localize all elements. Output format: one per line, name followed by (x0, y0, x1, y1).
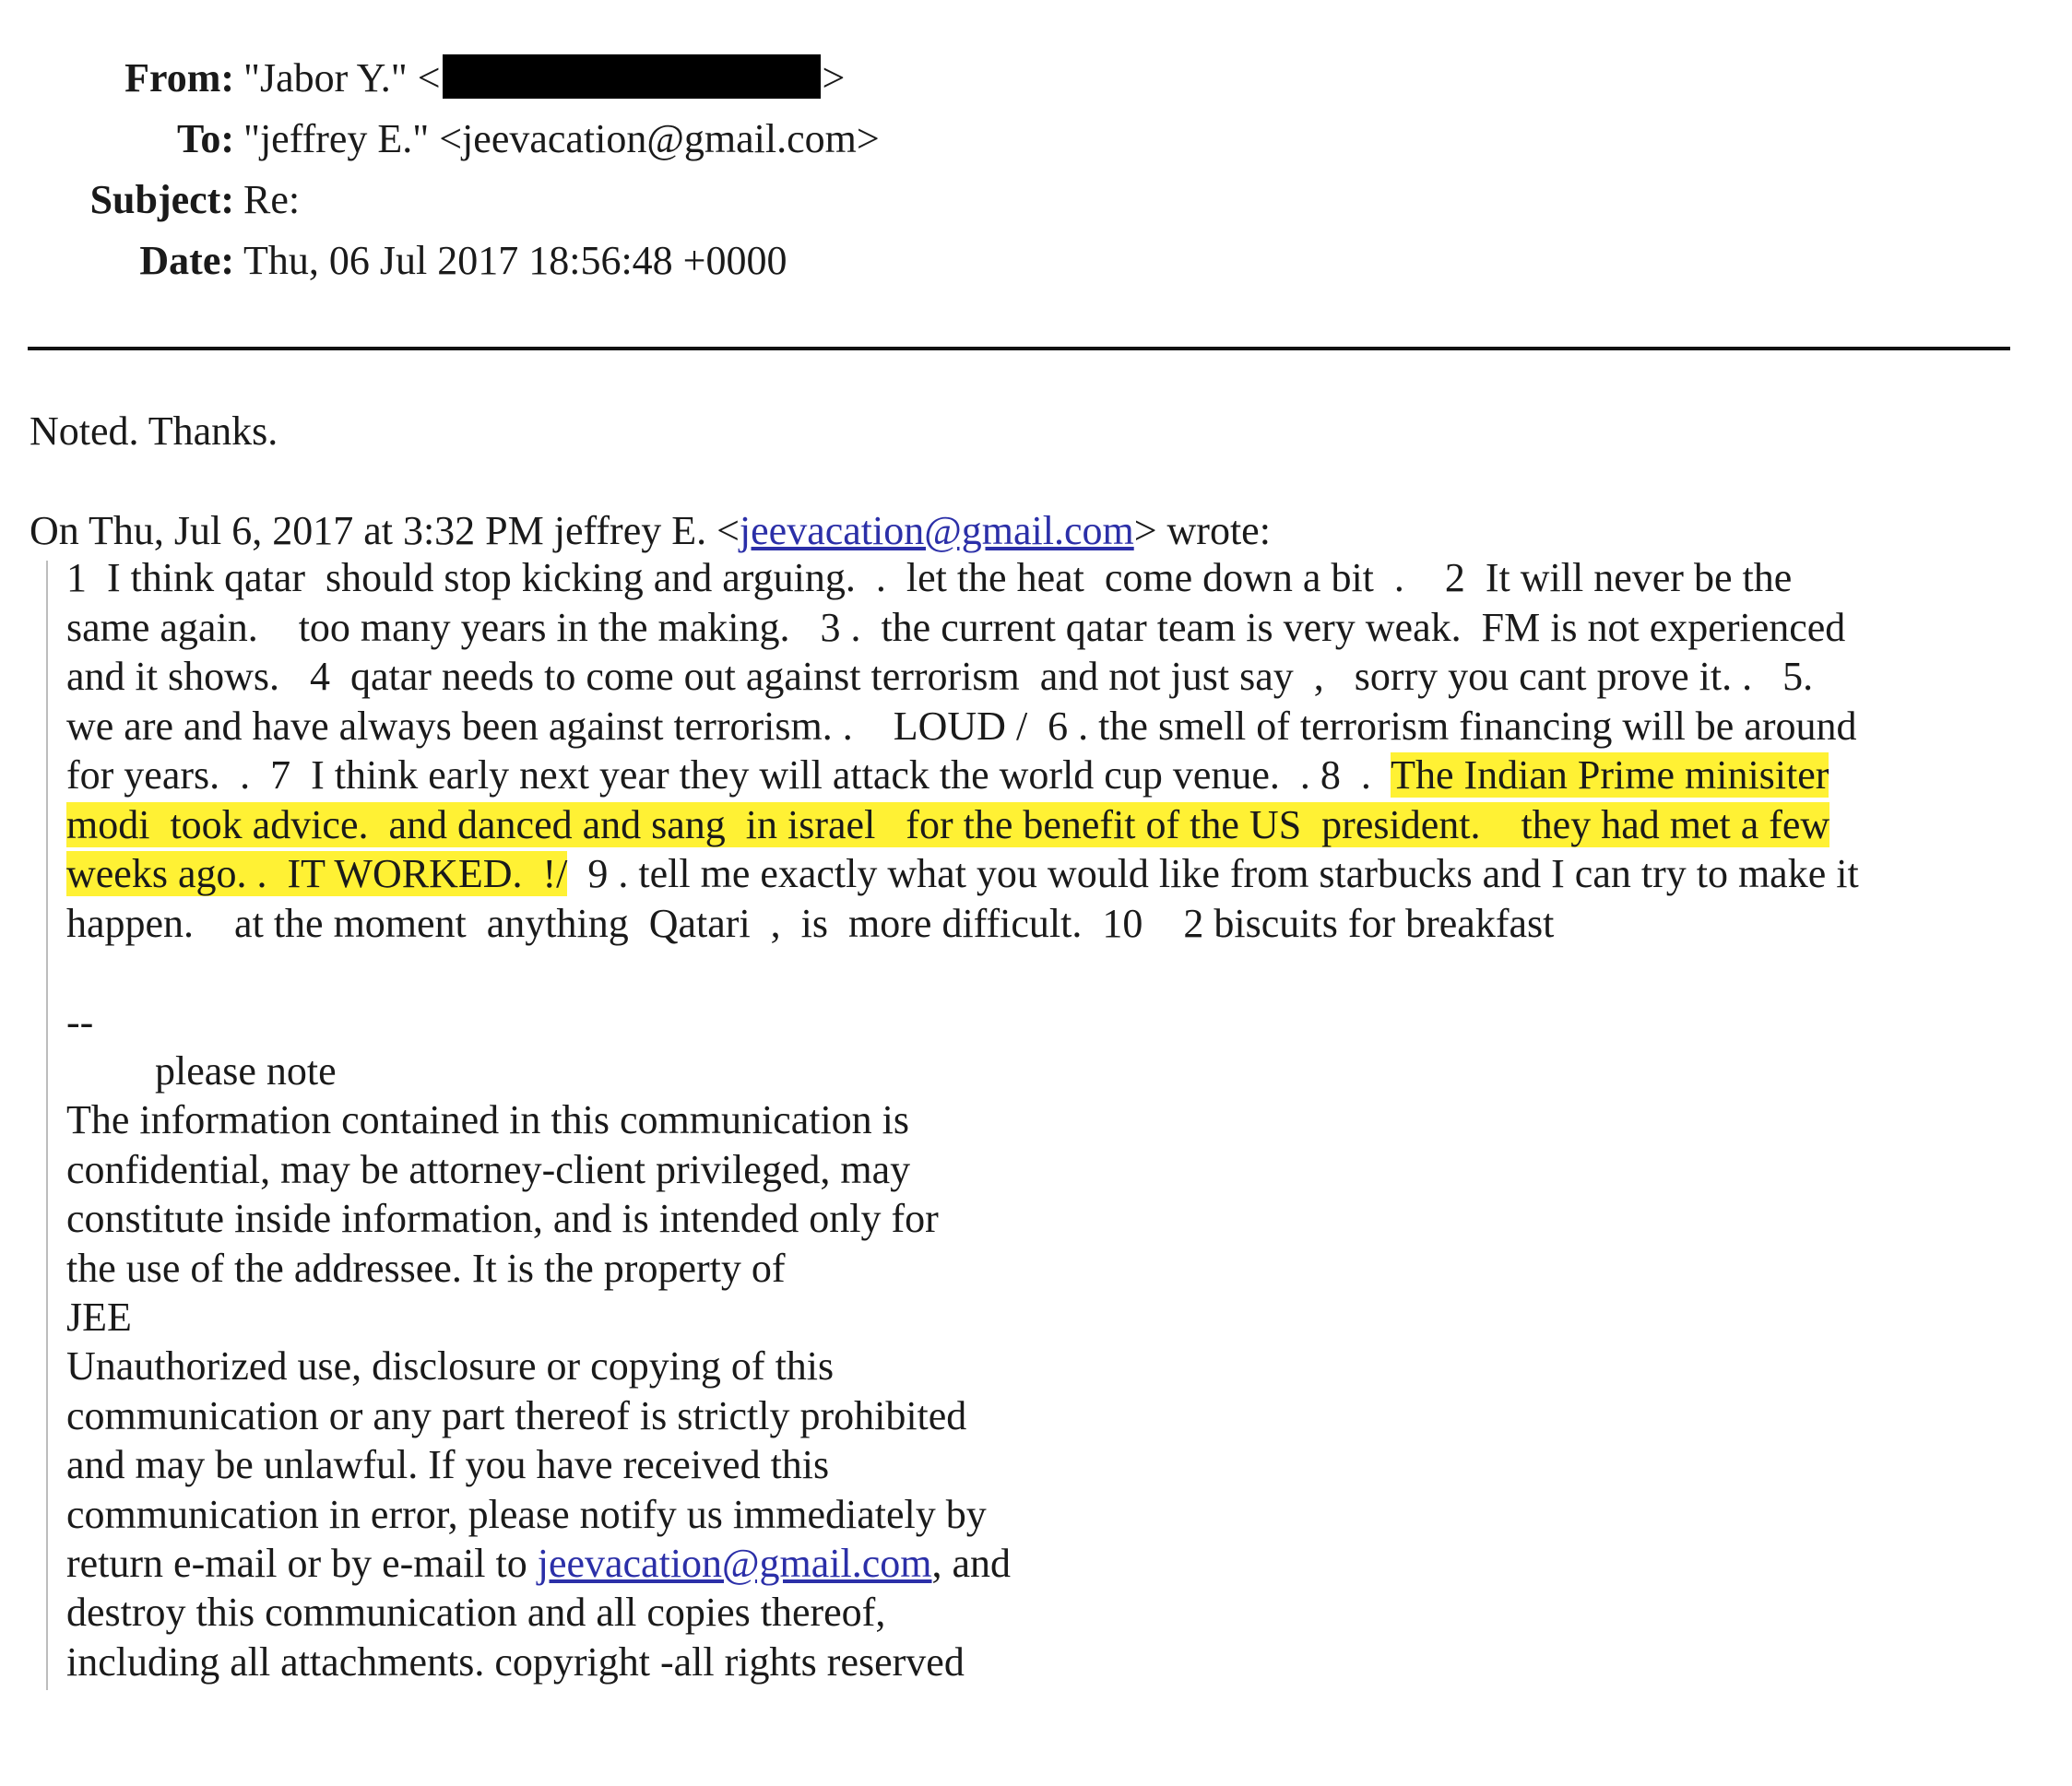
disclaimer-email-link[interactable]: jeevacation@gmail.com (537, 1541, 932, 1587)
disclaimer-line: confidential, may be attorney-client privileged, may (66, 1146, 911, 1192)
attribution-prefix: On Thu, Jul 6, 2017 at 3:32 PM jeffrey E. < (30, 508, 740, 553)
quoted-line: same again. too many years in the making. 3 . the current qatar team is very weak. FM is not experienced (66, 604, 1846, 650)
from-value (243, 48, 845, 109)
highlighted-text: weeks ago. . IT WORKED. !/ (66, 851, 568, 896)
disclaimer-line: Unauthorized use, disclosure or copying of this (66, 1343, 835, 1390)
disclaimer-line: communication in error, please notify us immediately by (66, 1491, 987, 1537)
to-value: "jeffrey E." <jeevacation@gmail.com> (243, 116, 880, 161)
email-header (0, 48, 1107, 291)
disclaimer-text: , and (931, 1541, 1012, 1587)
disclaimer-text: return e-mail or by e-mail to (66, 1541, 538, 1587)
quoted-line (66, 849, 2021, 899)
quoted-line (66, 751, 2021, 800)
signature-block (66, 998, 1011, 1686)
attribution-email-link[interactable]: jeevacation@gmail.com (739, 508, 1134, 553)
disclaimer-line: and may be unlawful. If you have received this (66, 1442, 830, 1488)
quoted-text: for years. . 7 I think early next year they will attack the world cup venue. . 8 . (66, 752, 1391, 798)
quoted-line (66, 800, 2021, 850)
disclaimer-line (66, 1539, 1011, 1588)
quoted-text: 9 . tell me exactly what you would like from starbucks and I can try to make it (567, 851, 1859, 896)
date-row (0, 231, 1107, 291)
to-label: To: (177, 116, 234, 161)
reply-text: Noted. Thanks. (30, 408, 278, 454)
from-name: "Jabor Y." < (243, 55, 441, 101)
quote-bar (46, 561, 48, 1690)
quoted-message (66, 553, 2021, 948)
highlighted-text: The Indian Prime minisiter (1391, 752, 1829, 798)
quote-attribution (30, 505, 1271, 557)
date-value: Thu, 06 Jul 2017 18:56:48 +0000 (243, 238, 787, 283)
disclaimer-line: JEE (66, 1295, 132, 1341)
disclaimer-line: the use of the addressee. It is the property of (66, 1245, 786, 1291)
quoted-line: we are and have always been against terrorism. . LOUD / 6 . the smell of terrorism financing will be around (66, 703, 1857, 749)
subject-row (0, 170, 1107, 231)
disclaimer-line: communication or any part thereof is strictly prohibited (66, 1392, 967, 1438)
quoted-line: 1 I think qatar should stop kicking and arguing. . let the heat come down a bit . 2 It will never be the (66, 555, 1793, 600)
from-label: From: (124, 55, 234, 101)
signature-note: please note (155, 1048, 337, 1094)
quoted-line: happen. at the moment anything Qatari , is more difficult. 10 2 biscuits for breakfast (66, 900, 1555, 946)
to-row (0, 109, 1107, 170)
signature-separator: -- (66, 999, 94, 1045)
disclaimer-line: including all attachments. copyright -all rights reserved (66, 1638, 965, 1685)
header-divider (28, 347, 2010, 350)
disclaimer-line: The information contained in this communication is (66, 1097, 910, 1143)
from-row (0, 48, 1107, 109)
subject-label: Subject: (89, 177, 234, 222)
disclaimer-line: destroy this communication and all copies thereof, (66, 1590, 886, 1636)
redaction-box (443, 54, 821, 99)
attribution-suffix: > wrote: (1133, 508, 1271, 553)
subject-value: Re: (243, 177, 301, 222)
quoted-line: and it shows. 4 qatar needs to come out against terrorism and not just say , sorry you cant prove it. . 5. (66, 654, 1814, 699)
from-close: > (822, 55, 846, 101)
date-label: Date: (139, 238, 234, 283)
highlighted-text: modi took advice. and danced and sang in israel for the benefit of the US president. they had met a few (66, 801, 1830, 847)
disclaimer-line: constitute inside information, and is intended only for (66, 1196, 939, 1242)
